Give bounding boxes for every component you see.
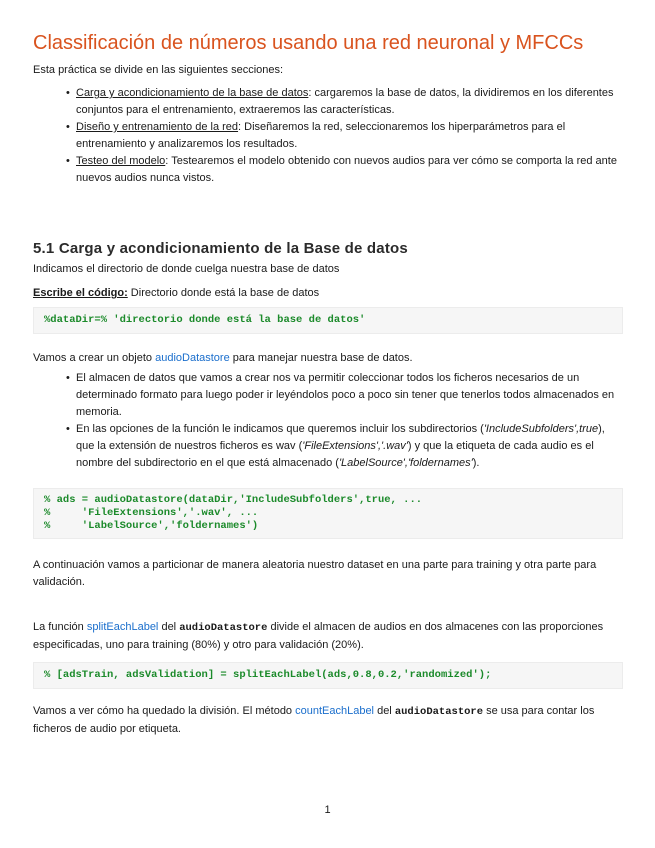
- section-heading: 5.1 Carga y acondicionamiento de la Base de datos: [33, 240, 408, 257]
- intro-text: Esta práctica se divide en las siguientes secciones:: [33, 64, 284, 76]
- count-text: Vamos a ver cómo ha quedado la división. El método countEachLabel del audioDatastore se usa para contar los ficheros de audio por etiqueta.: [33, 705, 595, 735]
- code-block-split[interactable]: % [adsTrain, adsValidation] = splitEachLabel(ads,0.8,0.2,'randomized');: [33, 662, 623, 689]
- ads-bullets: [33, 370, 623, 472]
- page-number: 1: [324, 804, 331, 816]
- list-item: • Carga y acondicionamiento de la base de datos: cargaremos la base de datos, la dividiremos en los diferentes conjuntos para el entrenamiento, extraeremos las características.: [33, 85, 623, 119]
- write-code-label: Escribe el código:: [33, 287, 128, 299]
- list-item: • En las opciones de la función le indicamos que queremos incluir los subdirectorios ('IncludeSubfolders',true), que la extensión de nuestros ficheros es wav ('FileExtensions','.wav') y que la etiqueta de cada audio es el nombre del subdirectorio en el que está almacenado ('LabelSource','foldernames').: [33, 421, 623, 472]
- code-block-datadir[interactable]: %dataDir=% 'directorio donde está la base de datos': [33, 307, 623, 334]
- split-text: La función splitEachLabel del audioDatastore divide el almacen de audios en dos almacenes con las proporciones especificadas, uno para training (80%) y otro para validación (20%).: [33, 621, 604, 651]
- audiodatastore-link[interactable]: audioDatastore: [155, 352, 230, 364]
- code-block-audiodatastore[interactable]: % ads = audioDatastore(dataDir,'IncludeSubfolders',true, ... % 'FileExtensions','.wav', ... % 'LabelSource','foldernames'): [33, 488, 623, 539]
- directory-text: Indicamos el directorio de donde cuelga nuestra base de datos: [33, 263, 340, 275]
- section-link[interactable]: Carga y acondicionamiento de la base de datos: [76, 87, 309, 99]
- section-link[interactable]: Diseño y entrenamiento de la red: [76, 121, 239, 133]
- spliteachlabel-link[interactable]: splitEachLabel: [86, 621, 159, 633]
- section-link[interactable]: Testeo del modelo: [76, 155, 166, 167]
- sections-list: [33, 85, 623, 187]
- counteachlabel-link[interactable]: countEachLabel: [295, 705, 375, 717]
- document-title: Classificación de números usando una red neuronal y MFCCs: [33, 32, 584, 54]
- list-item: • Diseño y entrenamiento de la red: Diseñaremos la red, seleccionaremos los hiperparámetros para el entrenamiento y analizaremos los resultados.: [33, 119, 623, 153]
- partition-text: A continuación vamos a particionar de manera aleatoria nuestro dataset en una parte para training y otra parte para validación.: [33, 559, 597, 588]
- write-code-line: Escribe el código: Directorio donde está la base de datos: [33, 287, 320, 299]
- list-item: • Testeo del modelo: Testearemos el modelo obtenido con nuevos audios para ver cómo se comporta la red ante nuevos audios nunca vistos.: [33, 153, 623, 187]
- list-item: • El almacen de datos que vamos a crear nos va permitir coleccionar todos los ficheros necesarios de un determinado formato para luego poder ir leyéndolos poco a poco sin tener que tenerlos todos almacenados en memoria.: [33, 370, 623, 421]
- document-page: [33, 30, 623, 738]
- ads-intro-text: Vamos a crear un objeto audioDatastore para manejar nuestra base de datos.: [33, 352, 413, 364]
